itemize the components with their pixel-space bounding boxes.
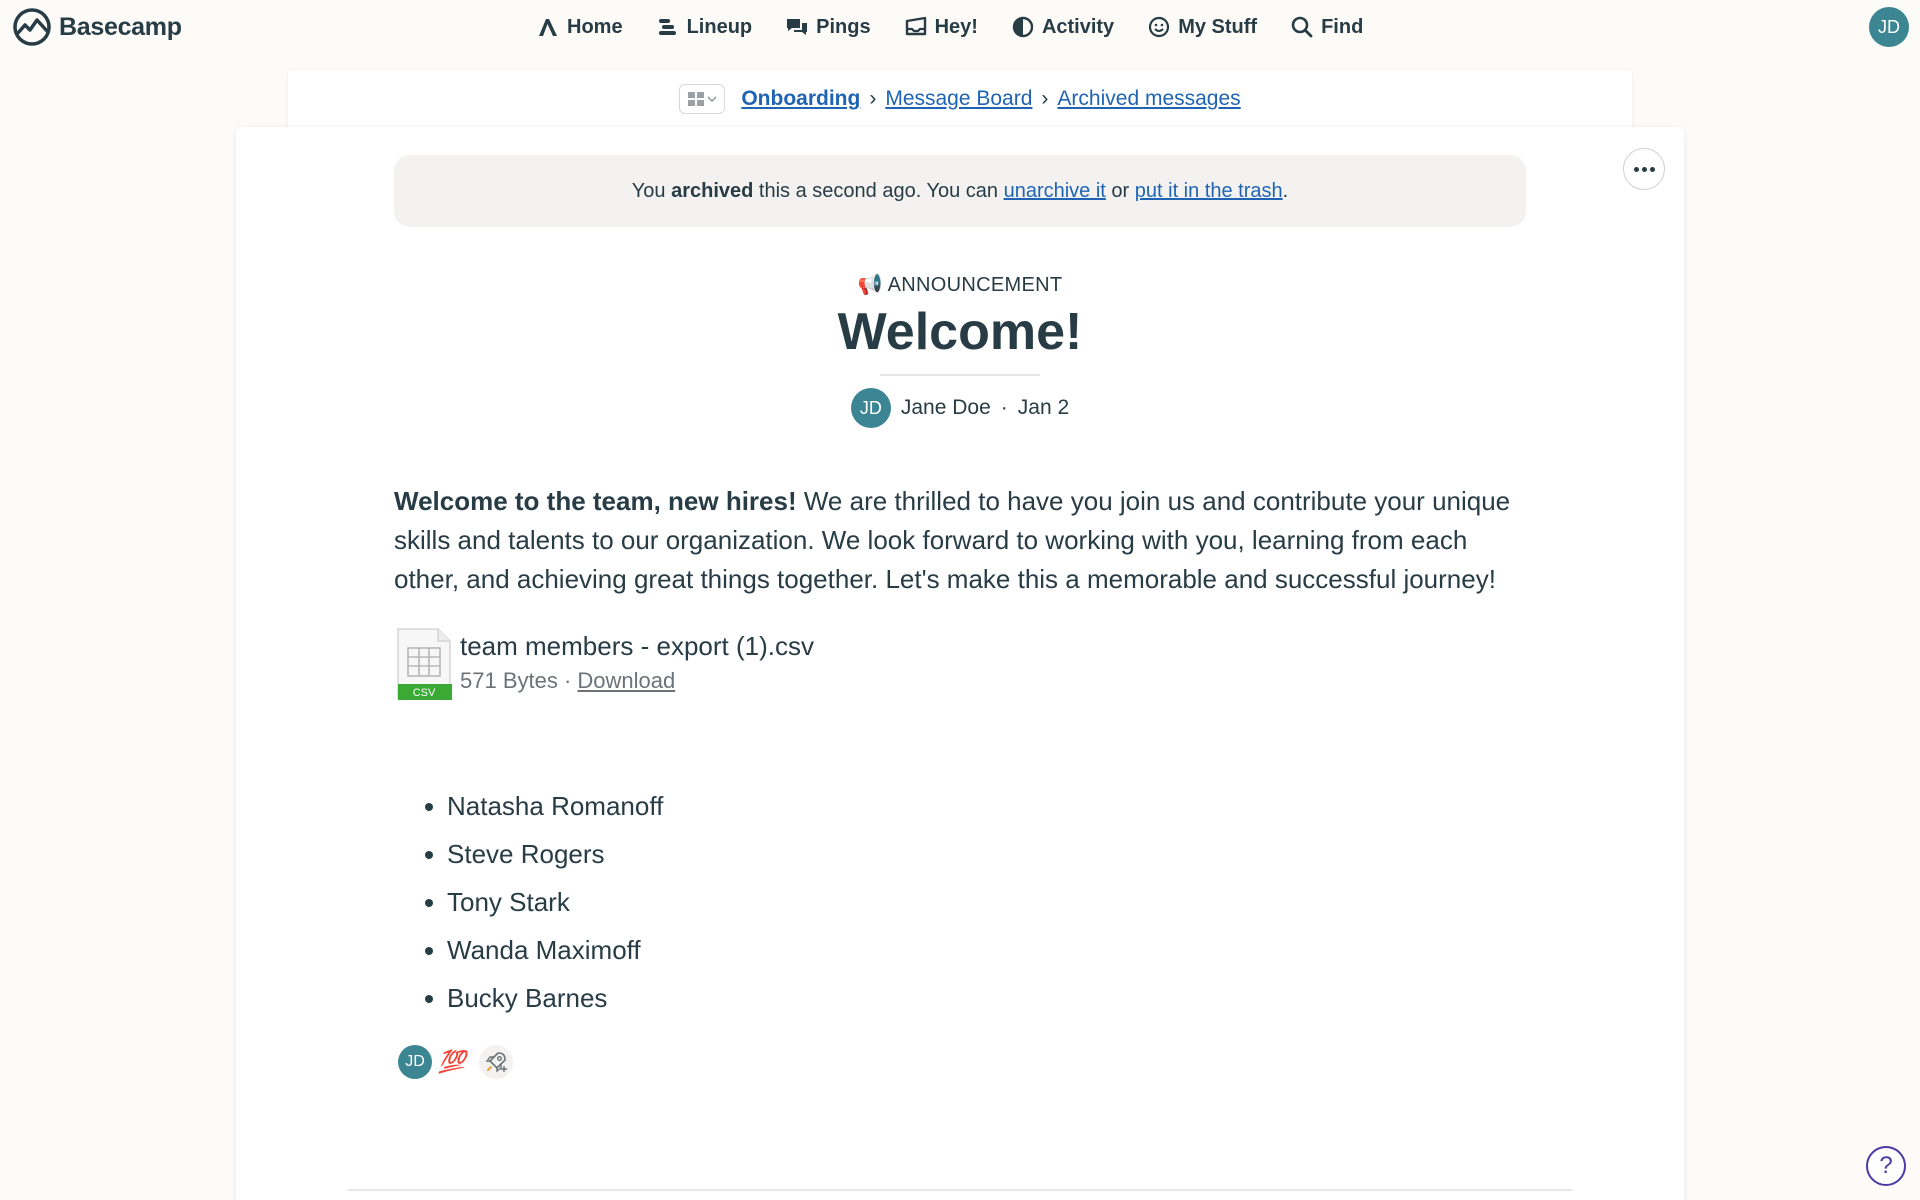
basecamp-logo-icon (10, 7, 54, 47)
basecamp-logo[interactable] (10, 7, 182, 47)
home-icon (536, 15, 560, 39)
boost-avatar[interactable]: JD (398, 1045, 432, 1079)
notice-middle: this a second ago. You can (753, 179, 1004, 202)
author-avatar[interactable]: JD (851, 388, 891, 428)
message-body (394, 482, 1534, 599)
trash-link[interactable]: put it in the trash (1134, 179, 1283, 202)
smiley-icon (1147, 15, 1171, 39)
nav-find[interactable] (1290, 15, 1363, 39)
boosts (398, 1045, 513, 1079)
more-dot (1642, 167, 1647, 172)
nav-find-label: Find (1321, 15, 1364, 38)
help-button[interactable] (1866, 1146, 1906, 1186)
message-category (0, 272, 1920, 297)
new-hires-list (447, 786, 663, 1026)
spreadsheet-icon (396, 628, 452, 700)
inbox-icon (904, 15, 928, 39)
file-attachment[interactable] (396, 628, 814, 700)
file-type-label: CSV (412, 687, 436, 699)
pings-icon (785, 15, 809, 39)
notice-prefix: You (631, 179, 672, 202)
file-meta-sep: · (557, 668, 578, 693)
add-boost-button[interactable] (479, 1045, 513, 1079)
author-name: Jane Doe (900, 396, 991, 419)
main-nav (536, 8, 1396, 46)
nav-home[interactable] (536, 15, 623, 39)
search-icon (1290, 15, 1314, 39)
more-options-button[interactable] (1623, 148, 1665, 190)
nav-hey[interactable] (904, 15, 978, 39)
archived-notice (394, 155, 1526, 227)
download-link[interactable]: Download (577, 668, 676, 693)
breadcrumb-archived-link[interactable]: Archived messages (1057, 87, 1241, 110)
breadcrumb-separator: › (869, 87, 877, 110)
nav-lineup-label: Lineup (686, 15, 753, 38)
notice-status: archived (671, 179, 754, 202)
breadcrumb-separator: › (1041, 87, 1049, 110)
byline-dot: · (1000, 396, 1008, 419)
file-size: 571 Bytes (460, 668, 558, 693)
nav-hey-label: Hey! (934, 15, 978, 38)
user-avatar[interactable]: JD (1869, 7, 1909, 47)
nav-pings-label: Pings (816, 15, 871, 38)
grid-icon (688, 92, 704, 106)
breadcrumb-project-link[interactable]: Onboarding (741, 87, 861, 110)
category-label: ANNOUNCEMENT (887, 274, 1063, 296)
breadcrumb (288, 84, 1632, 114)
nav-home-label: Home (567, 15, 623, 38)
list-item: Tony Stark (447, 882, 663, 930)
list-item: Wanda Maximoff (447, 930, 663, 978)
csv-file-icon (396, 628, 452, 700)
nav-activity[interactable] (1011, 15, 1114, 39)
message-lead: Welcome to the team, new hires! (394, 486, 797, 516)
megaphone-icon: 📢 (857, 274, 883, 296)
message-body-text: We are thrilled to have you join us and contribute your unique skills and talents to our organization. We look forward to working with you, learning from each other, and achieving great things together. Let's make this a memorable and successful journey! (394, 486, 1511, 594)
message-date: Jan 2 (1017, 396, 1070, 419)
title-divider (880, 374, 1040, 376)
file-details (460, 628, 814, 694)
app-name: Basecamp (59, 12, 182, 41)
list-item: Natasha Romanoff (447, 786, 663, 834)
nav-lineup[interactable] (656, 15, 753, 39)
project-switcher-button[interactable] (679, 84, 725, 114)
rocket-icon (484, 1050, 508, 1074)
message-title: Welcome! (837, 303, 1083, 361)
nav-my-stuff-label: My Stuff (1178, 15, 1258, 38)
file-name[interactable]: team members - export (1).csv (460, 631, 814, 661)
nav-pings[interactable] (785, 15, 870, 39)
breadcrumb-message-board-link[interactable]: Message Board (885, 87, 1033, 110)
nav-my-stuff[interactable] (1147, 15, 1257, 39)
more-dot (1650, 167, 1655, 172)
lineup-icon (656, 15, 680, 39)
file-meta (460, 668, 814, 694)
notice-or: or (1105, 179, 1135, 202)
nav-activity-label: Activity (1041, 15, 1115, 38)
list-item: Steve Rogers (447, 834, 663, 882)
top-navigation (0, 0, 1920, 54)
more-dot (1634, 167, 1639, 172)
list-item: Bucky Barnes (447, 978, 663, 1026)
notice-end: . (1282, 179, 1289, 202)
comments-divider (348, 1189, 1572, 1191)
message-byline (0, 388, 1920, 428)
chevron-down-icon (707, 95, 717, 103)
activity-icon (1011, 15, 1035, 39)
question-icon: ? (1879, 1152, 1893, 1179)
boost-emoji: 💯 (438, 1049, 466, 1074)
unarchive-link[interactable]: unarchive it (1003, 179, 1106, 202)
